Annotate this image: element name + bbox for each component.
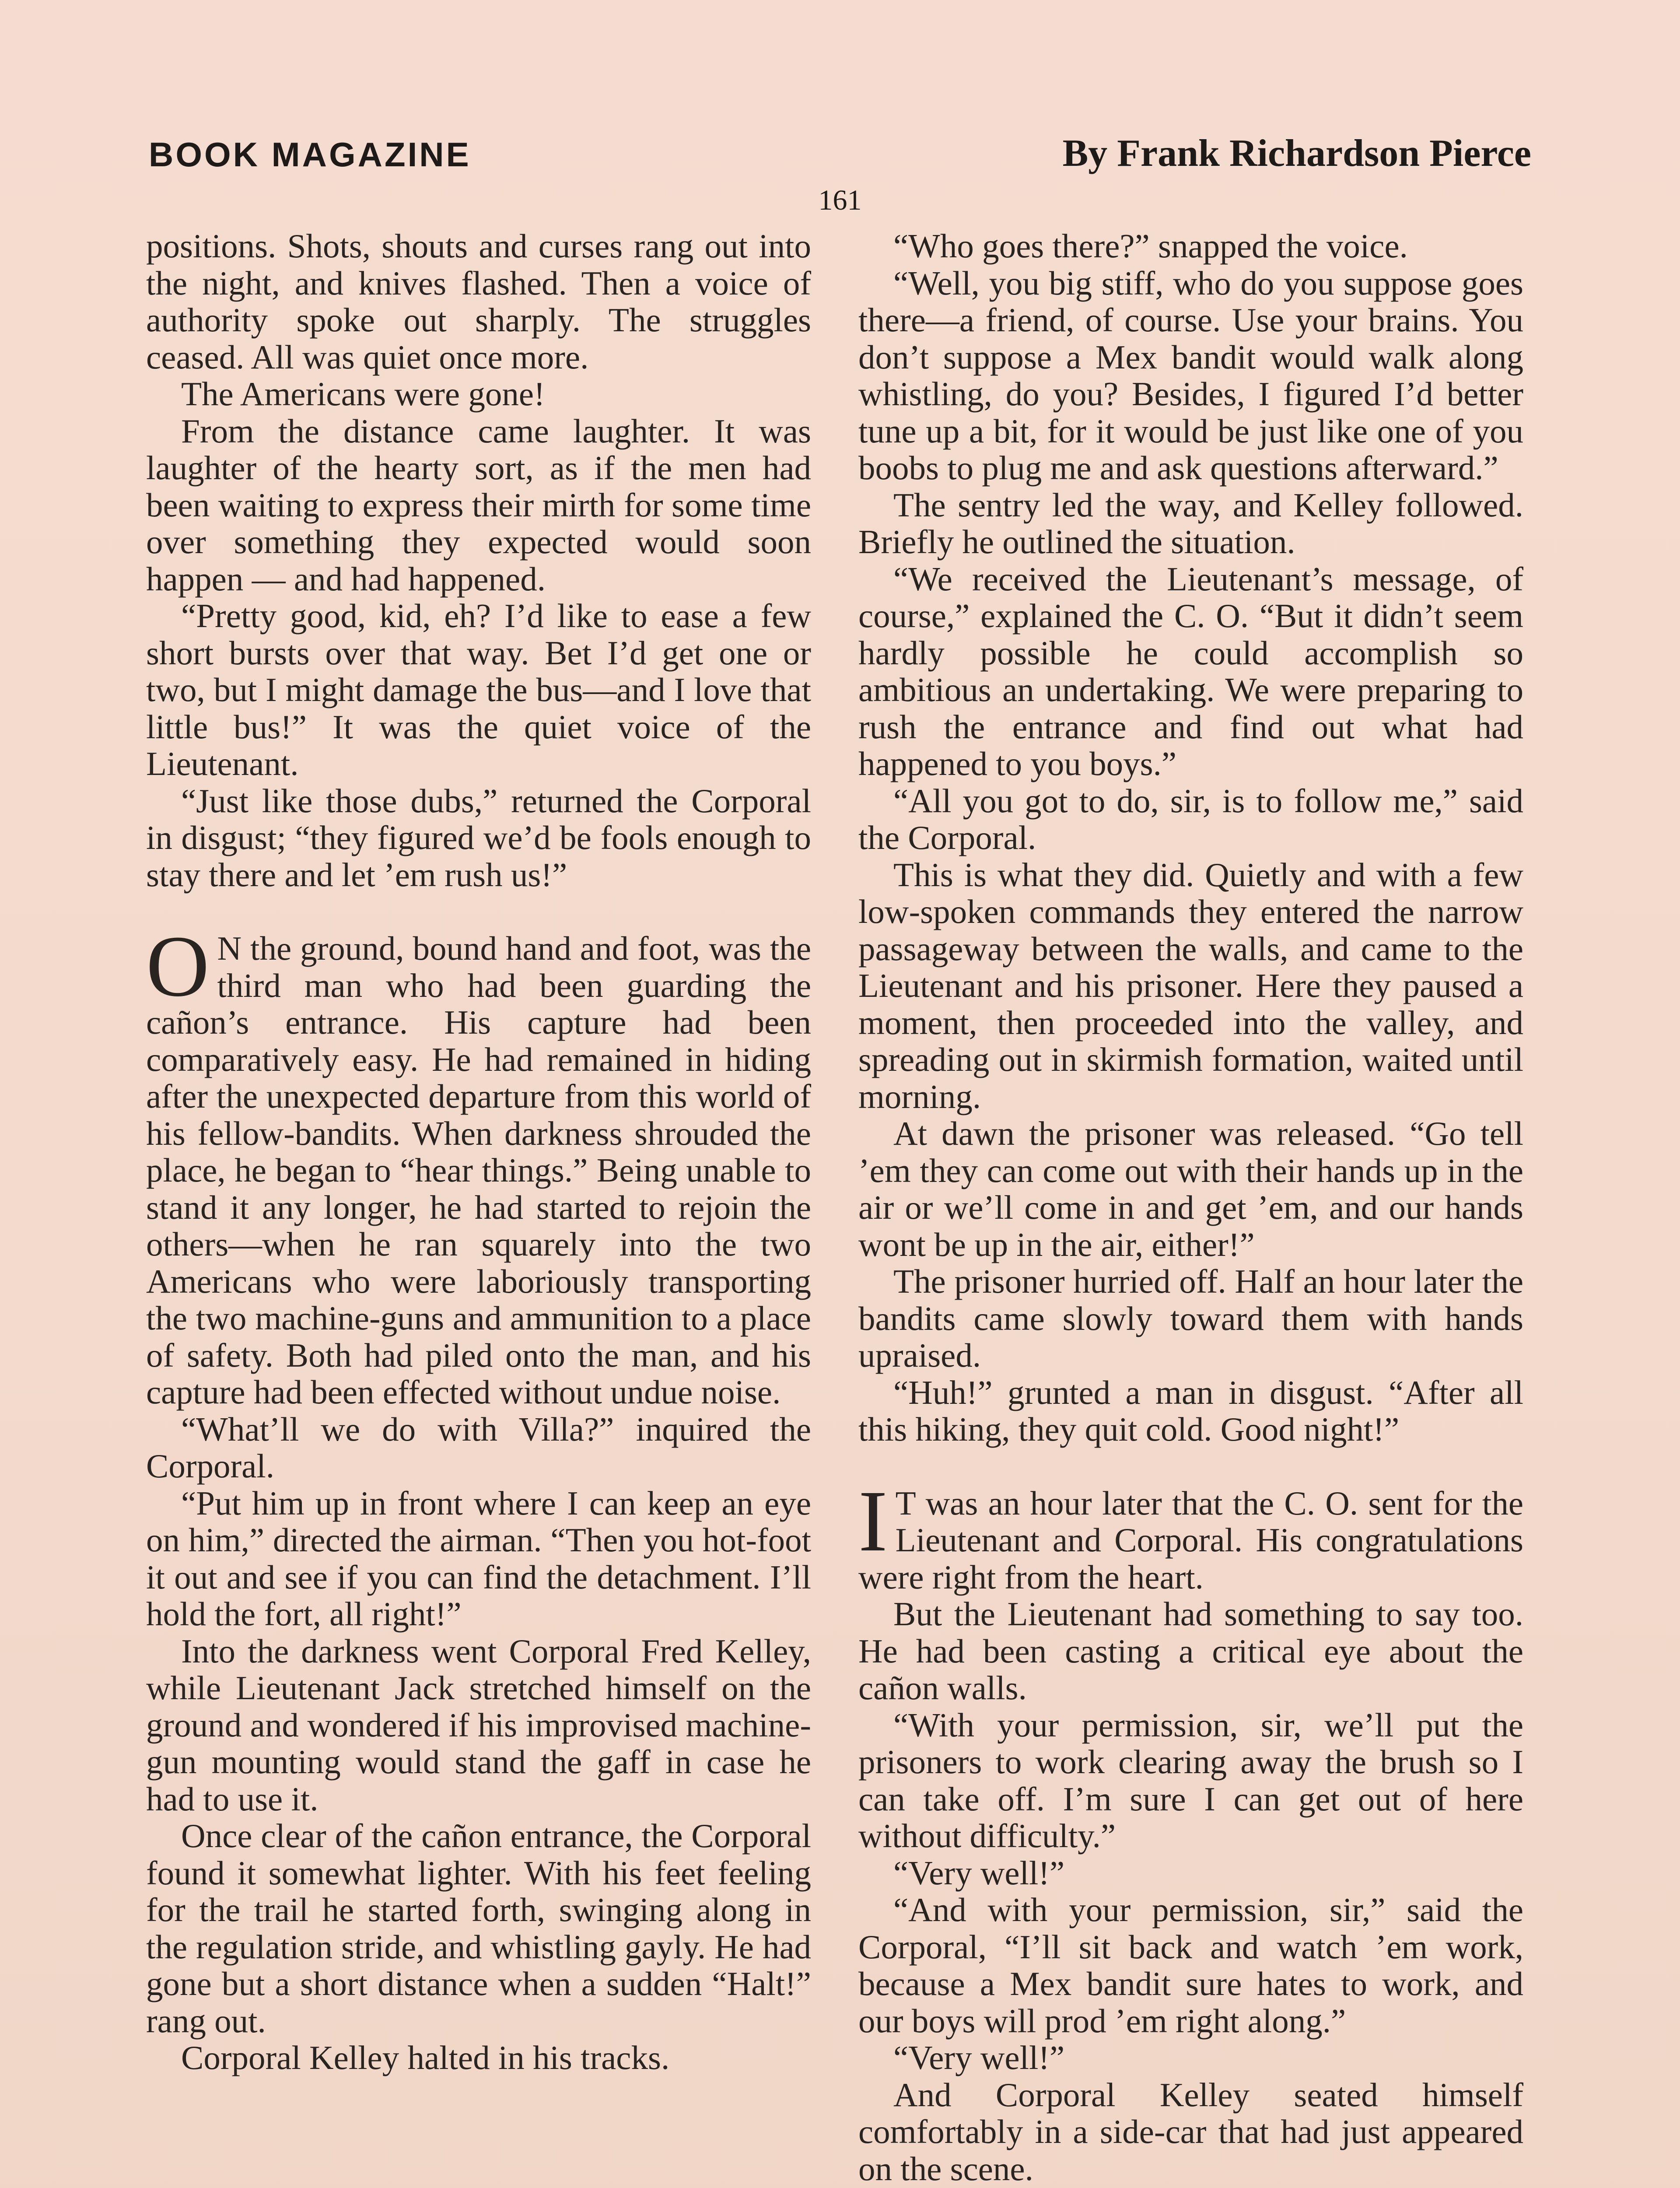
paragraph: “We received the Lieutenant’s message, of course,” explained the C. O. “But it didn’t seem hardly possible he could accomplish so ambitious an undertaking. We were preparing to rush the entrance and find out what had happened to you boys.”	[858, 560, 1523, 782]
paragraph: “What’ll we do with Villa?” inquired the Corporal.	[146, 1410, 811, 1485]
drop-cap: O	[146, 918, 210, 1015]
paragraph: The prisoner hurried off. Half an hour later the bandits came slowly toward them with hands upraised.	[858, 1262, 1523, 1374]
paragraph: “Huh!” grunted a man in disgust. “After all this hiking, they quit cold. Good night!”	[858, 1373, 1523, 1448]
paragraph: Into the darkness went Corporal Fred Kelley, while Lieutenant Jack stretched himself on the ground and wondered if his improvised machine-gun mounting would stand the gaff in case he had to use it.	[146, 1632, 811, 1818]
paragraph: positions. Shots, shouts and curses rang out into the night, and knives flashed. Then a voice of authority spoke out sharply. The struggles ceased. All was quiet once more.	[146, 227, 811, 376]
paragraph: And Corporal Kelley seated himself comfortably in a side-car that had just appeared on the scene.	[858, 2076, 1523, 2188]
paragraph-text: T was an hour later that the C. O. sent for the Lieutenant and Corporal. His congratulations were right from the heart.	[858, 1484, 1523, 1596]
paragraph: “Well, you big stiff, who do you suppose goes there—a friend, of course. Use your brains. You don’t suppose a Mex bandit would walk along whistling, do you? Besides, I figured I’d better tune up a bit, for it would be just like one of you boobs to plug me and ask questions afterward.”	[858, 264, 1523, 487]
paragraph: “All you got to do, sir, is to follow me,” said the Corporal.	[858, 782, 1523, 856]
paragraph: “Very well!”	[893, 2039, 1065, 2076]
paragraph-text: N the ground, bound hand and foot, was the third man who had been guarding the cañon’s entrance. His capture had been comparatively easy. He had remained in hiding after the unexpected departure from this world of his fellow-bandits. When darkness shrouded the place, he began to “hear things.” Being unable to stand it any longer, he had started to rejoin the others—when he ran squarely into the two Americans who were laboriously transporting the two machine-guns and ammunition to a place of safety. Both had piled onto the man, and his capture had been effected without undue noise.	[146, 929, 811, 1411]
paragraph: “With your permission, sir, we’ll put the prisoners to work clearing away the brush so I can take off. I’m sure I can get out of here without difficulty.”	[858, 1706, 1523, 1855]
paragraph: “Pretty good, kid, eh? I’d like to ease a few short bursts over that way. Bet I’d get one or two, but I might damage the bus—and I love that little bus!” It was the quiet voice of the Lieutenant.	[146, 597, 811, 782]
paragraph-with-dropcap	[146, 918, 811, 1411]
paragraph: From the distance came laughter. It was laughter of the hearty sort, as if the men had been waiting to express their mirth for some time over something they expected would soon happen — and had happened.	[146, 412, 811, 598]
paragraph: “Put him up in front where I can keep an eye on him,” directed the airman. “Then you hot-foot it out and see if you can find the detachment. I’ll hold the fort, all right!”	[146, 1484, 811, 1633]
paragraph: Once clear of the cañon entrance, the Corporal found it somewhat lighter. With his feet feeling for the trail he started forth, swinging along in the regulation stride, and whistling gayly. He had gone but a short distance when a sudden “Halt!” rang out.	[146, 1817, 811, 2040]
paragraph: This is what they did. Quietly and with a few low-spoken commands they entered the narrow passageway between the walls, and came to the Lieutenant and his prisoner. Here they paused a moment, then proceeded into the valley, and spreading out in skirmish formation, waited until morning.	[858, 856, 1523, 1115]
paragraph: The sentry led the way, and Kelley followed. Briefly he outlined the situation.	[858, 486, 1523, 561]
page-number: 161	[818, 184, 862, 216]
paragraph: The Americans were gone!	[181, 375, 545, 413]
paragraph: But the Lieutenant had something to say too. He had been casting a critical eye about the cañon walls.	[858, 1595, 1523, 1707]
section-break	[858, 1448, 1523, 1485]
magazine-title: BOOK MAGAZINE	[149, 135, 471, 174]
paragraph: “Who goes there?” snapped the voice.	[893, 227, 1408, 265]
paragraph: At dawn the prisoner was released. “Go tell ’em they can come out with their hands up in the air or we’ll come in and get ’em, and our hands wont be up in the air, either!”	[858, 1115, 1523, 1263]
left-column	[146, 228, 811, 2076]
paragraph: “Just like those dubs,” returned the Corporal in disgust; “they figured we’d be fools enough to stay there and let ’em rush us!”	[146, 782, 811, 894]
paragraph-with-dropcap	[858, 1473, 1523, 1596]
paragraph: “Very well!”	[893, 1854, 1065, 1892]
paragraph: “And with your permission, sir,” said the Corporal, “I’ll sit back and watch ’em work, because a Mex bandit sure hates to work, and our boys will prod ’em right along.”	[858, 1891, 1523, 2040]
right-column	[858, 228, 1523, 2187]
author-byline: By Frank Richardson Pierce	[1062, 132, 1531, 175]
drop-cap: I	[858, 1473, 888, 1570]
page-header	[149, 131, 1531, 179]
section-break	[146, 893, 811, 930]
paragraph: Corporal Kelley halted in his tracks.	[181, 2039, 670, 2076]
